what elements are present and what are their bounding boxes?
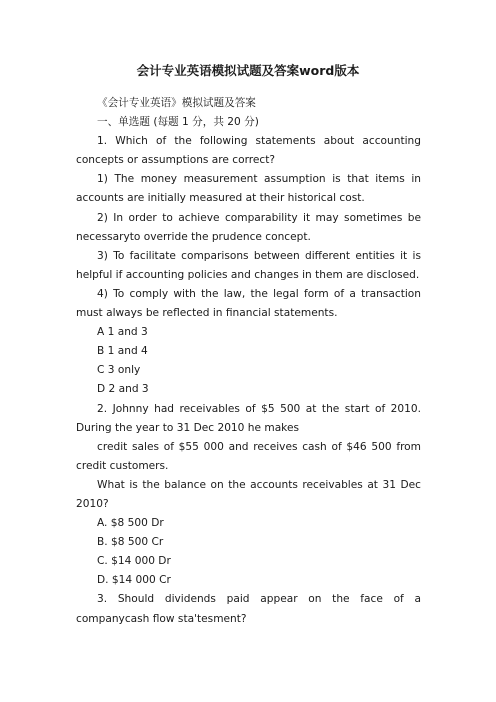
question-2-option-a: A. $8 500 Dr (97, 517, 164, 530)
question-2-option-b: B. $8 500 Cr (97, 536, 164, 549)
question-2: 2. Johnny had receivables of $5 500 at the start of 2010. During the year to 31 Dec 2010 he makes (76, 402, 421, 434)
question-1-statement-1: 1) The money measurement assumption is that items in accounts are initially measured at their historical cost. (76, 173, 421, 205)
question-1-option-b: B 1 and 4 (97, 345, 148, 358)
question-2-option-c: C. $14 000 Dr (97, 555, 171, 568)
question-1-option-a: A 1 and 3 (97, 326, 148, 339)
question-2-continuation: credit sales of $55 000 and receives cash of $46 500 from credit customers. (76, 440, 421, 472)
section-heading: 一、单选题 (每题 1 分，共 20 分) (97, 116, 259, 129)
document-body (76, 94, 421, 629)
question-1-option-d: D 2 and 3 (97, 383, 149, 396)
paper-title-line: 《会计专业英语》模拟试题及答案 (97, 97, 256, 109)
question-1-option-c: C 3 only (97, 364, 141, 377)
question-1-statement-2: 2) In order to achieve comparability it may sometimes be necessaryto override the prudence concept. (76, 211, 421, 243)
document-title: 会计专业英语模拟试题及答案word版本 (136, 63, 360, 78)
question-1: 1. Which of the following statements about accounting concepts or assumptions are correct? (76, 135, 421, 167)
question-1-statement-4: 4) To comply with the law, the legal form of a transaction must always be reflected in financial statements. (76, 287, 421, 320)
question-2-prompt: What is the balance on the accounts receivables at 31 Dec 2010? (76, 478, 421, 510)
question-2-option-d: D. $14 000 Cr (97, 574, 171, 587)
question-3: 3. Should dividends paid appear on the face of a companycash flow sta'tesment? (76, 593, 421, 625)
question-1-statement-3: 3) To facilitate comparisons between different entities it is helpful if accounting policies and changes in them are disclosed. (76, 249, 421, 281)
